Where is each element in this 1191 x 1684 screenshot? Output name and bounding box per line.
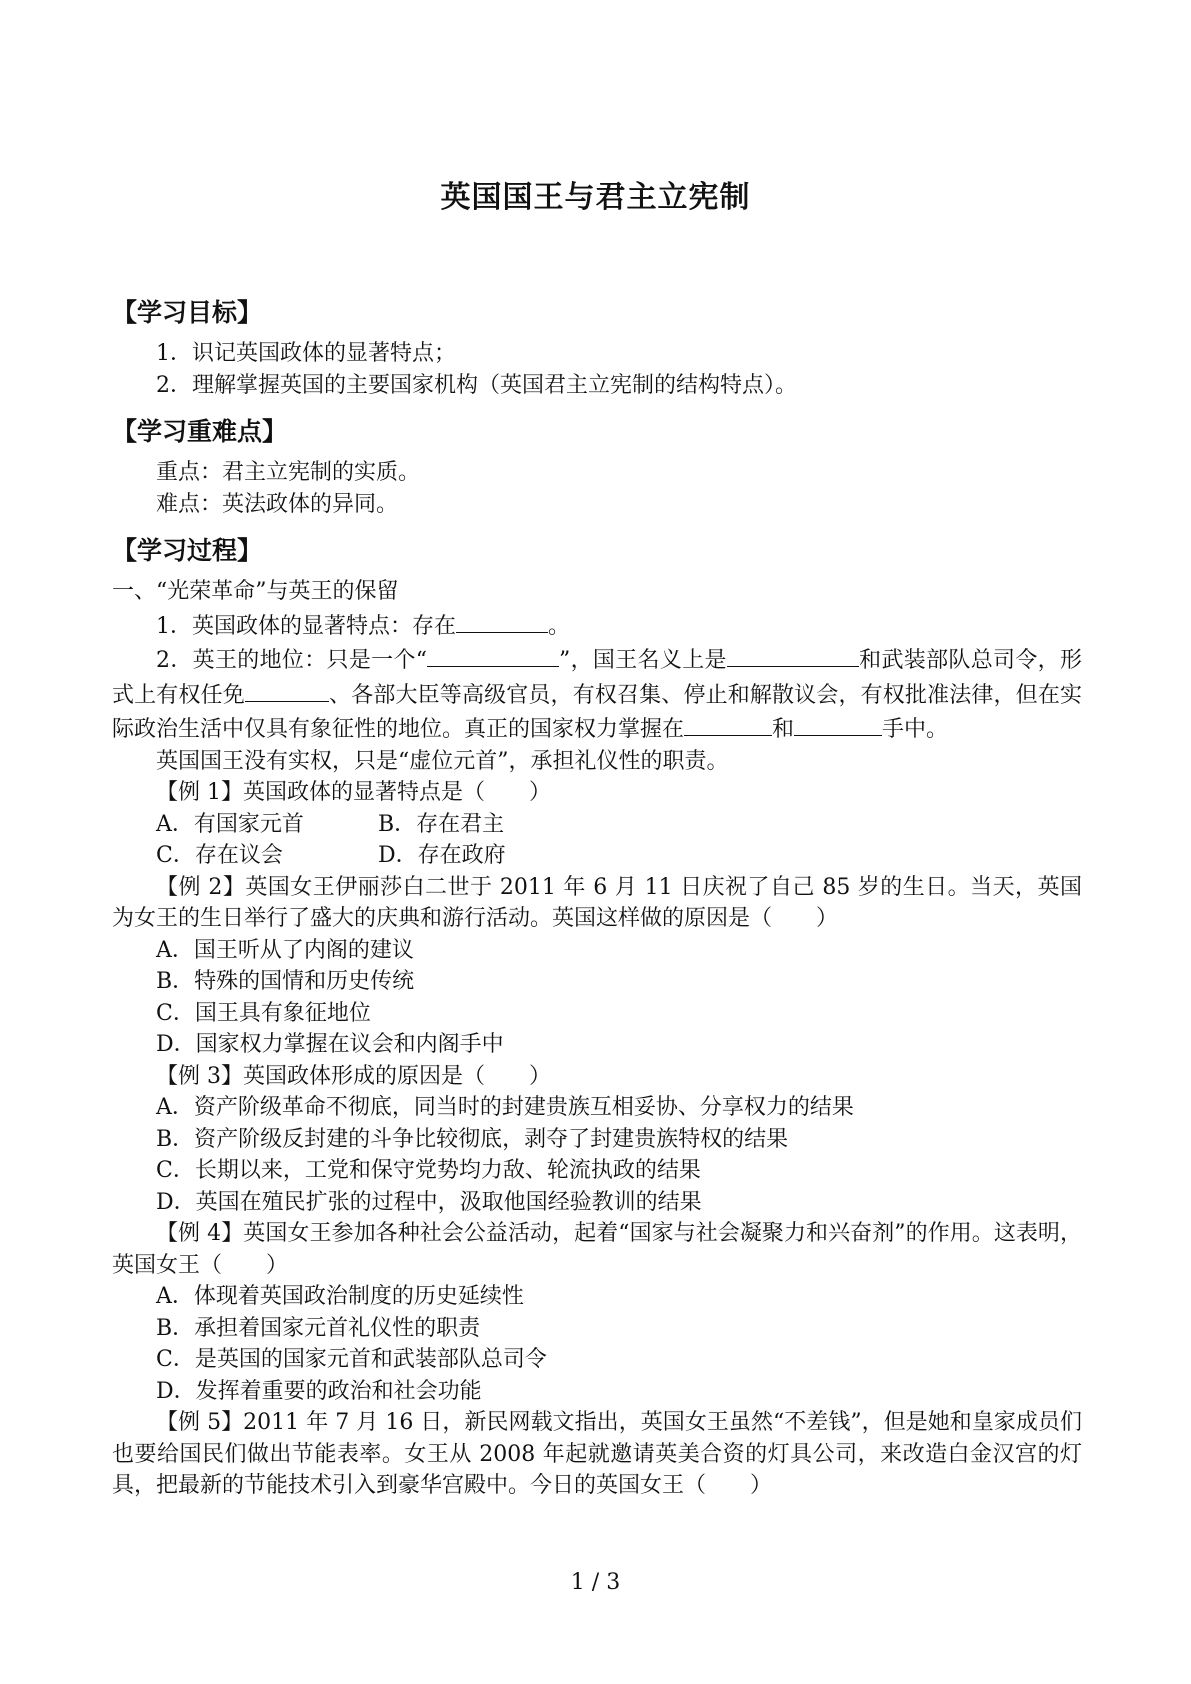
option-d[interactable]: D．国家权力掌握在议会和内阁手中: [156, 1032, 504, 1057]
section-heading-process: 【学习过程】: [112, 536, 263, 565]
option-row: [112, 809, 1082, 841]
option-a[interactable]: A．体现着英国政治制度的历史延续性: [156, 1284, 524, 1309]
fill-blank[interactable]: [427, 642, 559, 667]
option-b[interactable]: B．存在君主: [378, 811, 505, 837]
option-b[interactable]: B．特殊的国情和历史传统: [156, 969, 415, 994]
question-1-text: 1．英国政体的显著特点：存在: [156, 613, 456, 639]
option-c[interactable]: C．长期以来，工党和保守党势均力敌、轮流执政的结果: [156, 1158, 701, 1183]
option-c[interactable]: C．存在议会: [156, 843, 283, 868]
fill-blank[interactable]: [456, 608, 548, 633]
objective-item: 1．识记英国政体的显著特点；: [156, 341, 456, 366]
option-a[interactable]: A．国王听从了内阁的建议: [156, 937, 414, 963]
option-a[interactable]: A．有国家元首: [156, 811, 304, 837]
question-1-suffix: 。: [548, 613, 571, 639]
part-title: 一、“光荣革命”与英王的保留: [112, 579, 399, 604]
example-5-stem: 【例 5】2011 年 7 月 16 日，新民网载文指出，英国女王虽然“不差钱”，但是她和皇家成员们也要给国民们做出节能表率。女王从 2008 年起就邀请英美合资的灯具公司，来改造白金汉宫的灯具，把最新的节能技术引入到豪华宫殿中。今日的英国女王（ ）: [112, 1410, 1082, 1498]
page-title: 英国国王与君主立宪制: [440, 180, 751, 215]
question-2-text-f: 手中。: [882, 717, 949, 742]
fill-blank[interactable]: [684, 711, 772, 736]
fill-blank[interactable]: [727, 642, 859, 667]
document-body: [112, 296, 1082, 1502]
question-2: [112, 642, 1082, 746]
option-b[interactable]: B．资产阶级反封建的斗争比较彻底，剥夺了封建贵族特权的结果: [156, 1126, 789, 1152]
fill-blank[interactable]: [794, 711, 882, 736]
option-c[interactable]: C．是英国的国家元首和武装部队总司令: [156, 1347, 547, 1372]
option-row: [112, 840, 1082, 872]
option-c[interactable]: C．国王具有象征地位: [156, 1000, 371, 1026]
key-point-item: 难点：英法政体的异同。: [156, 491, 399, 517]
question-2-text-c: 和武装部队总司令，形式上有权任免: [112, 648, 1082, 708]
question-2-text-a: 2．英王的地位：只是一个“: [156, 648, 428, 673]
summary-text: 英国国王没有实权，只是“虚位元首”，承担礼仪性的职责。: [156, 748, 729, 774]
example-1-stem: 【例 1】英国政体的显著特点是（ ）: [156, 780, 551, 805]
option-a[interactable]: A．资产阶级革命不彻底，同当时的封建贵族互相妥协、分享权力的结果: [156, 1095, 854, 1120]
example-3-stem: 【例 3】英国政体形成的原因是（ ）: [156, 1063, 551, 1089]
page-number: 1 / 3: [570, 1570, 621, 1595]
objective-item: 2．理解掌握英国的主要国家机构（英国君主立宪制的结构特点）。: [156, 372, 797, 398]
section-heading-key-points: 【学习重难点】: [112, 417, 288, 446]
option-b[interactable]: B．承担着国家元首礼仪性的职责: [156, 1315, 481, 1341]
example-4-stem: 【例 4】英国女王参加各种社会公益活动，起着“国家与社会凝聚力和兴奋剂”的作用。这表明，英国女王（ ）: [112, 1221, 1082, 1278]
example-2-stem: 【例 2】英国女王伊丽莎白二世于 2011 年 6 月 11 日庆祝了自己 85 岁的生日。当天，英国为女王的生日举行了盛大的庆典和游行活动。英国这样做的原因是（ ）: [112, 874, 1082, 931]
option-d[interactable]: D．存在政府: [378, 843, 506, 868]
question-1: [112, 608, 1082, 643]
fill-blank[interactable]: [245, 677, 329, 702]
key-point-item: 重点：君主立宪制的实质。: [156, 460, 421, 485]
section-heading-objectives: 【学习目标】: [112, 298, 263, 327]
question-2-text-b: ”，国王名义上是: [559, 648, 727, 673]
option-d[interactable]: D．英国在殖民扩张的过程中，汲取他国经验教训的结果: [156, 1189, 702, 1215]
option-d[interactable]: D．发挥着重要的政治和社会功能: [156, 1378, 482, 1404]
question-2-text-e: 和: [772, 717, 795, 742]
question-2-text-d: 、各部大臣等高级官员，有权召集、停止和解散议会，有权批准法律，但在实际政治生活中仅具有象征性的地位。真正的国家权力掌握在: [112, 682, 1082, 742]
